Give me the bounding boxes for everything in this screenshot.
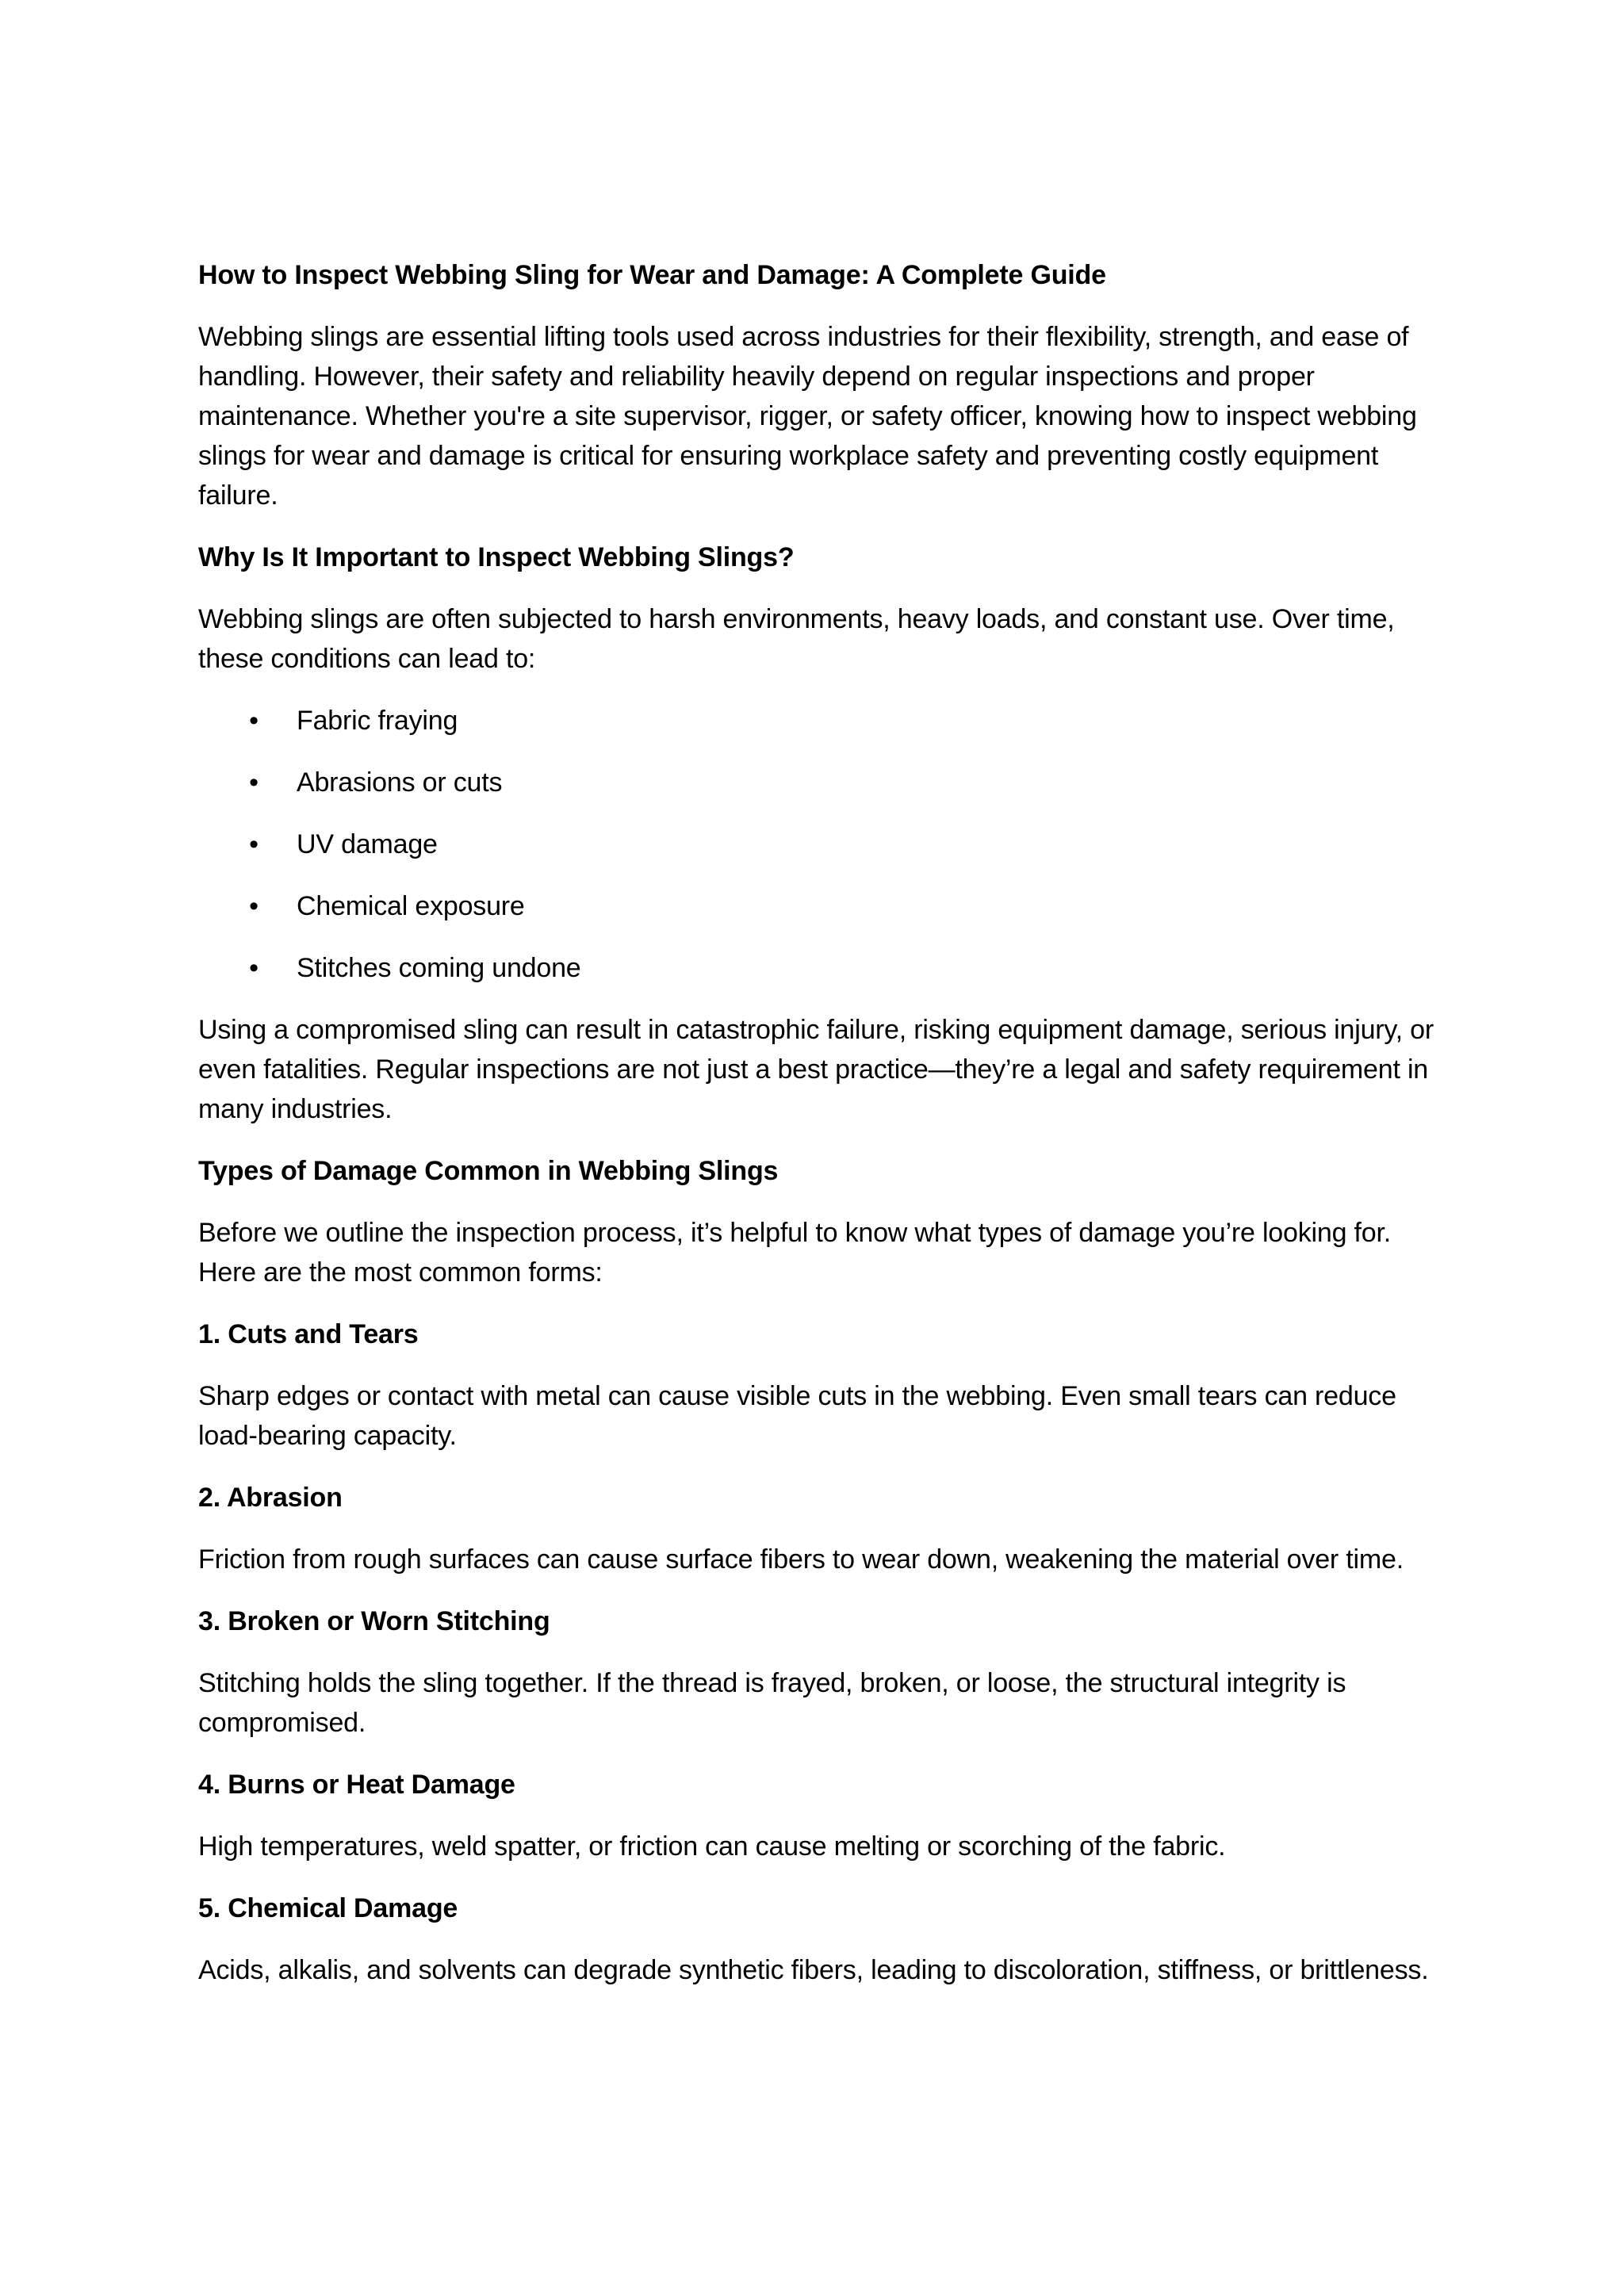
damage-type-text: High temperatures, weld spatter, or friction can cause melting or scorching of the fabric.: [198, 1831, 1226, 1862]
bullet-icon: •: [249, 953, 259, 983]
list-item: [198, 948, 1443, 988]
damage-conditions-list: [198, 701, 1443, 988]
list-item-text: Stitches coming undone: [297, 953, 581, 983]
damage-type-heading: 1. Cuts and Tears: [198, 1319, 419, 1349]
damage-type-heading: 4. Burns or Heat Damage: [198, 1770, 515, 1800]
damage-type-text: Friction from rough surfaces can cause surface fibers to wear down, weakening the material over time.: [198, 1544, 1404, 1575]
damage-type-text: Stitching holds the sling together. If the thread is frayed, broken, or loose, the structural integrity is compromised.: [198, 1668, 1346, 1738]
damage-type-heading: 2. Abrasion: [198, 1483, 343, 1513]
list-item: [198, 886, 1443, 926]
types-paragraph: Before we outline the inspection process, it’s helpful to know what types of damage you’re looking for. Here are the most common forms:: [198, 1218, 1391, 1288]
bullet-icon: •: [249, 706, 259, 736]
list-item-text: Abrasions or cuts: [297, 767, 503, 798]
damage-type-heading: 3. Broken or Worn Stitching: [198, 1606, 550, 1636]
list-item-text: Fabric fraying: [297, 706, 458, 736]
list-item: [198, 763, 1443, 802]
list-item: [198, 825, 1443, 864]
risk-paragraph: Using a compromised sling can result in catastrophic failure, risking equipment damage, serious injury, or even fatalities. Regular inspections are not just a best practice—they’re a legal and safety requirement in many industries.: [198, 1015, 1434, 1124]
list-item-text: UV damage: [297, 829, 438, 859]
why-paragraph: Webbing slings are often subjected to harsh environments, heavy loads, and constant use. Over time, these conditions can lead to:: [198, 604, 1395, 674]
bullet-icon: •: [249, 829, 259, 859]
document-title: How to Inspect Webbing Sling for Wear and Damage: A Complete Guide: [198, 260, 1106, 290]
damage-type-text: Acids, alkalis, and solvents can degrade synthetic fibers, leading to discoloration, stiffness, or brittleness.: [198, 1955, 1429, 1985]
list-item: [198, 701, 1443, 740]
damage-type-heading: 5. Chemical Damage: [198, 1893, 458, 1923]
bullet-icon: •: [249, 891, 259, 921]
damage-type-text: Sharp edges or contact with metal can cause visible cuts in the webbing. Even small tears can reduce load-bearing capacity.: [198, 1381, 1396, 1451]
list-item-text: Chemical exposure: [297, 891, 525, 921]
document-body: [198, 255, 1443, 2012]
why-heading: Why Is It Important to Inspect Webbing Slings?: [198, 542, 795, 572]
intro-paragraph: Webbing slings are essential lifting tools used across industries for their flexibility, strength, and ease of handling. However, their safety and reliability heavily depend on regular inspections and proper maintenance. Whether you're a site supervisor, rigger, or safety officer, knowing how to inspect webbing slings for wear and damage is critical for ensuring workplace safety and preventing costly equipment failure.: [198, 322, 1417, 511]
types-heading: Types of Damage Common in Webbing Slings: [198, 1156, 779, 1186]
bullet-icon: •: [249, 767, 259, 798]
